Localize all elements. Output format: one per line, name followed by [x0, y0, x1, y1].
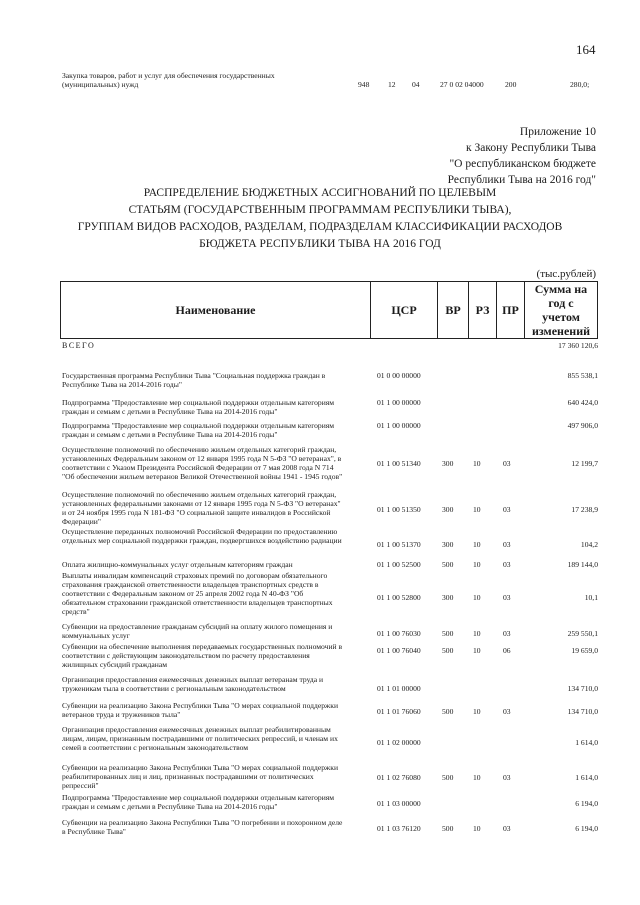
carryover-sum: 280,0; — [570, 80, 590, 89]
header-sum-line-4: изменений — [531, 324, 591, 338]
appendix-line-4: Республики Тыва на 2016 год" — [447, 174, 596, 186]
document-title — [60, 185, 580, 253]
appendix-line-2: к Закону Республики Тыва — [466, 142, 596, 154]
unit-label: (тыс.рублей) — [536, 268, 596, 280]
header-rz: РЗ — [468, 281, 496, 339]
header-sum — [524, 281, 598, 339]
header-pr: ПР — [496, 281, 524, 339]
table-header — [60, 281, 598, 339]
carryover-gr: 948 — [358, 80, 370, 89]
appendix-line-1: Приложение 10 — [519, 126, 596, 138]
carryover-pr: 04 — [412, 80, 420, 89]
title-line-1: РАСПРЕДЕЛЕНИЕ БЮДЖЕТНЫХ АССИГНОВАНИЙ ПО ЦЕЛЕВЫМ — [143, 187, 497, 199]
header-csr: ЦСР — [370, 281, 437, 339]
page-number: 164 — [576, 42, 596, 57]
carryover-name: Закупка товаров, работ и услуг для обеспечения государственных (муниципальных) нужд — [62, 71, 275, 89]
header-sum-line-3: учетом — [542, 310, 580, 324]
carryover-rz: 12 — [388, 80, 396, 89]
carryover-vr: 200 — [505, 80, 517, 89]
title-line-3: ГРУППАМ ВИДОВ РАСХОДОВ, РАЗДЕЛАМ, ПОДРАЗДЕЛАМ КЛАССИФИКАЦИИ РАСХОДОВ — [77, 221, 563, 233]
title-line-4: БЮДЖЕТА РЕСПУБЛИКИ ТЫВА НА 2016 ГОД — [199, 238, 441, 250]
header-name: Наименование — [60, 281, 370, 339]
title-line-2: СТАТЬЯМ (ГОСУДАРСТВЕННЫМ ПРОГРАММАМ РЕСПУБЛИКИ ТЫВА), — [128, 204, 512, 216]
header-vr: ВР — [437, 281, 468, 339]
carryover-row — [62, 71, 602, 97]
appendix-line-3: "О республиканском бюджете — [449, 158, 596, 170]
header-sum-line-1: Сумма на — [534, 282, 588, 296]
carryover-csr: 27 0 02 04000 — [440, 80, 484, 89]
appendix-block — [448, 124, 596, 188]
header-sum-line-2: год с — [548, 296, 574, 310]
